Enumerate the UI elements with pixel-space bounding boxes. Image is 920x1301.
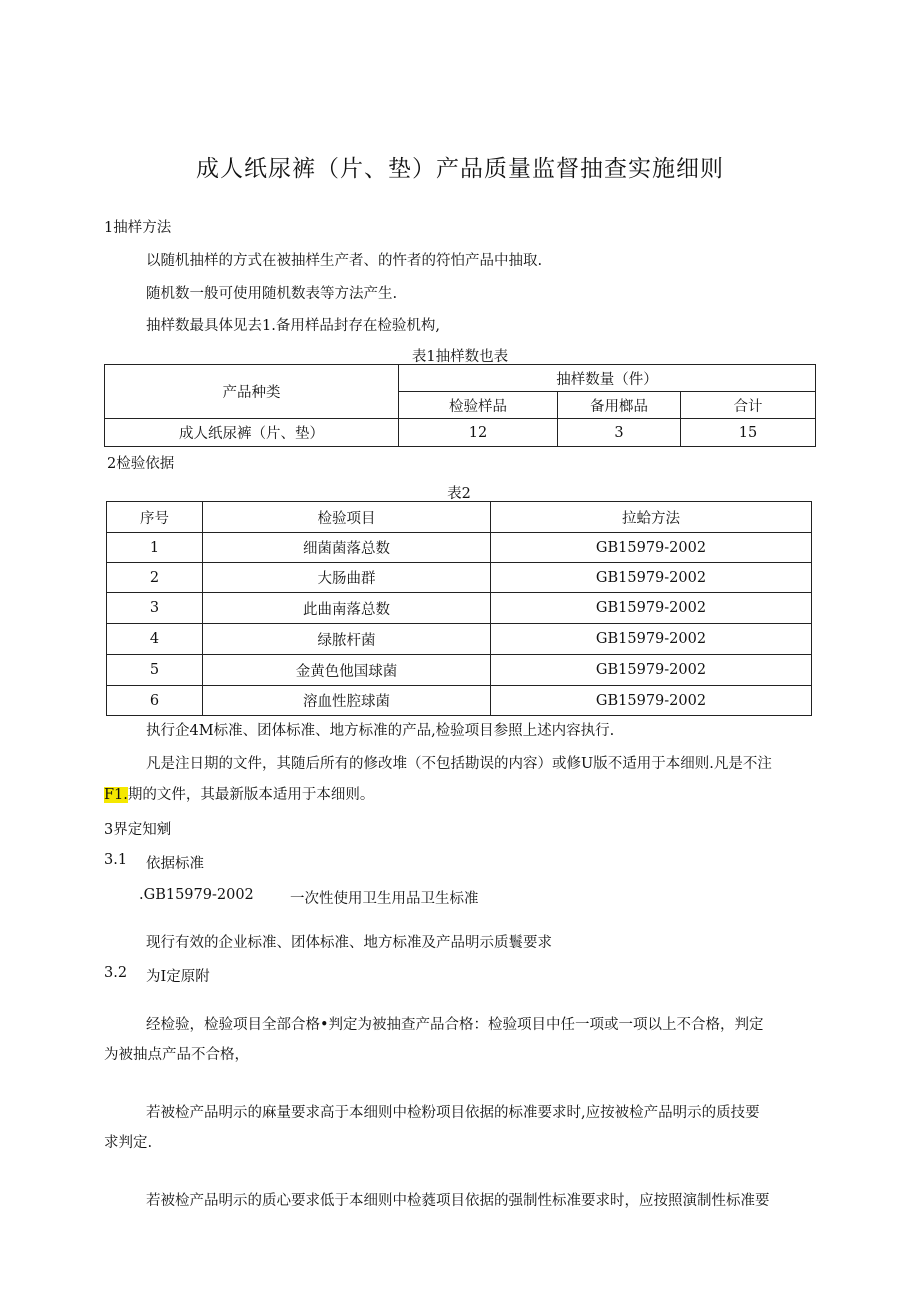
section-2-para-2-line-2 [104,783,374,804]
subsection-3-1-title: 依据标准 [146,856,204,872]
table-1-caption: 表1抽样数也表 [411,349,509,365]
cell-test-qty: 12 [399,419,558,447]
section-2-para-2-line-1: 凡是注日期的文件，其随后所有的修改堆（不包括勘误的内容）或修U版不适用于本细则.凡是不注 [146,756,772,772]
cell-test-item: 溶血性腔球菌 [203,686,491,716]
header-serial: 序号 [107,502,203,533]
section-1-heading: 1抽样方法 [104,220,172,236]
page-title: 成人纸尿裤（片、垫）产品质量监督抽查实施细则 [196,156,724,182]
test-items-table [106,501,812,716]
cell-backup-qty: 3 [558,419,681,447]
table-row [107,655,812,686]
subsection-3-2-title: 为I定原附 [146,969,210,985]
section-1-para-2: 随机数一般可使用随机数表等方法产生. [146,286,398,302]
header-test-item: 检验项目 [203,502,491,533]
standard-name: 一次性使用卫生用品卫生标准 [290,891,479,907]
cell-test-item: 金黄色他国球菌 [203,655,491,686]
cell-product: 成人纸尿裤（片、垫） [105,419,399,447]
para-text: 期的文件，其最新版本适用于本细则。 [127,787,375,803]
table-2-caption: 表2 [447,486,471,502]
section-2-heading: 2检验依据 [107,456,175,472]
highlighted-text: F1. [104,787,128,803]
cell-serial: 1 [107,533,203,563]
table-row [105,419,816,447]
cell-test-item: 细菌菌落总数 [203,533,491,563]
table-row [107,624,812,655]
cell-test-item: 绿脓杆菌 [203,624,491,655]
cell-test-method: GB15979-2002 [491,563,812,593]
section-1-para-1: 以随机抽样的方式在被抽样生产者、的忤者的符怕产品中抽取. [146,253,543,269]
section-1-para-3: 抽样数最具体见去1.备用样品封存在检验机构, [146,318,440,334]
table-row [107,686,812,716]
table-row [107,563,812,593]
judgment-para-2-line-2: 求判定. [104,1135,153,1151]
cell-test-method: GB15979-2002 [491,593,812,624]
section-3-heading: 3界定知剜 [104,822,172,838]
cell-test-method: GB15979-2002 [491,655,812,686]
judgment-para-2-line-1: 若被检产品明示的麻量要求高于本细则中检粉项目依据的标准要求时,应按被检产品明示的质技要 [146,1105,760,1121]
header-test-samples: 检验样品 [399,392,558,419]
cell-test-item: 大肠曲群 [203,563,491,593]
cell-test-method: GB15979-2002 [491,533,812,563]
subsection-3-2-number: 3.2 [104,965,128,981]
cell-total-qty: 15 [681,419,816,447]
header-test-method: 拉蛤方法 [491,502,812,533]
judgment-para-3-line-1: 若被检产品明示的质心要求低于本细则中检蕤项目依据的强制性标准要求时，应按照演制性标准要 [146,1193,770,1209]
header-product-type: 产品种类 [105,365,399,419]
cell-serial: 3 [107,593,203,624]
cell-serial: 5 [107,655,203,686]
header-backup-samples: 备用榔品 [558,392,681,419]
standard-code: .GB15979-2002 [139,887,254,903]
header-sample-quantity: 抽样数量（件） [399,365,816,392]
table-row [107,533,812,563]
standard-note: 现行有效的企业标准、团体标准、地方标准及产品明示质鬟要求 [146,935,552,951]
cell-serial: 6 [107,686,203,716]
table-row [107,593,812,624]
sampling-table [104,364,816,447]
cell-test-method: GB15979-2002 [491,624,812,655]
subsection-3-1-number: 3.1 [104,852,128,868]
header-total: 合计 [681,392,816,419]
judgment-para-1-line-2: 为被抽点产品不合格， [104,1047,249,1063]
cell-test-method: GB15979-2002 [491,686,812,716]
cell-serial: 4 [107,624,203,655]
cell-test-item: 此曲南落总数 [203,593,491,624]
judgment-para-1-line-1: 经检验，检验项目全部合格•判定为被抽查产品合格：检验项目中任一项或一项以上不合格，判定 [146,1017,764,1033]
cell-serial: 2 [107,563,203,593]
section-2-para-1: 执行企4M标准、团体标准、地方标准的产品,检验项目参照上述内容执行. [146,723,615,739]
